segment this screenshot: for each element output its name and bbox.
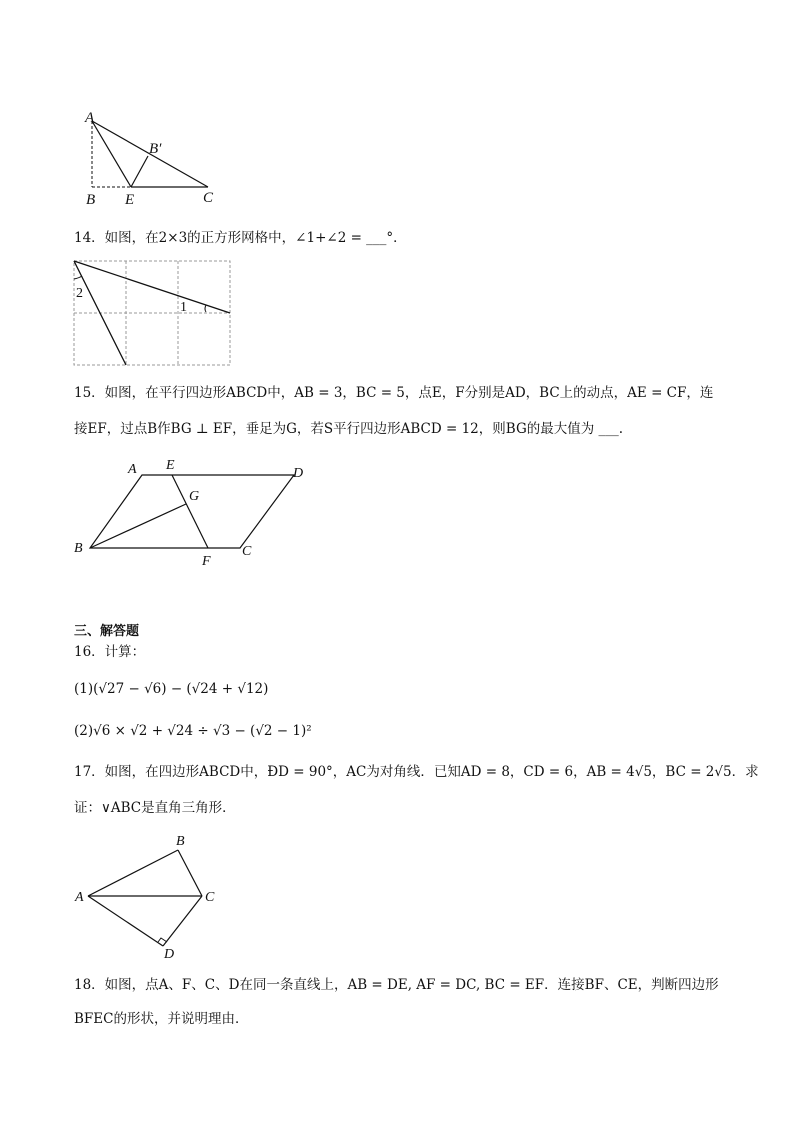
segment-AE (92, 121, 131, 187)
label-C: C (203, 190, 214, 206)
label-F: F (202, 554, 211, 569)
question-17-line-2: 证：∨ABC是直角三角形． (74, 800, 236, 816)
question-18-line-2: BFEC的形状，并说明理由． (74, 1011, 249, 1027)
question-16-part-1: (1)(√27 − √6) − (√24 + √12) (74, 681, 269, 697)
section-title: 三、解答题 (74, 624, 140, 639)
segment-CD (163, 896, 202, 946)
question-18-line-1: 18．如图，点A、F、C、D在同一条直线上，AB = DE, AF = DC, BC = EF．连接BF、CE，判断四边形 (74, 977, 719, 993)
figure-17 (72, 830, 232, 960)
figure-15 (70, 455, 315, 570)
label-E: E (166, 458, 175, 473)
segment-AD (88, 896, 163, 946)
segment-AB (88, 850, 178, 896)
line-long (74, 261, 230, 313)
segment-BG (90, 504, 186, 548)
label-B: B (86, 192, 96, 208)
figure-14-grid (72, 259, 234, 369)
label-E: E (125, 192, 135, 208)
angle-2-arc (74, 276, 82, 279)
label-C: C (205, 890, 215, 905)
label-B: B (176, 834, 185, 849)
parallelogram-ABCD (90, 475, 294, 548)
label-G: G (189, 489, 200, 504)
label-A: A (128, 462, 137, 477)
question-16-title: 16．计算： (74, 644, 146, 660)
question-15-line-2: 接EF，过点B作BG ⊥ EF，垂足为G，若S平行四边形ABCD = 12，则BG的最大值为 ___. (74, 421, 624, 437)
question-15-line-1: 15．如图，在平行四边形ABCD中，AB = 3，BC = 5，点E，F分别是AD，BC上的动点，AE = CF，连 (74, 385, 714, 401)
question-16-part-2: (2)√6 × √2 + √24 ÷ √3 − (√2 − 1)² (74, 723, 312, 739)
angle-1-arc (205, 305, 206, 312)
segment-BC (178, 850, 202, 896)
angle-label-1: 1 (180, 300, 187, 315)
right-angle-mark (158, 938, 167, 942)
segment-EBprime (131, 156, 148, 187)
label-D: D (164, 947, 175, 960)
label-A: A (85, 110, 95, 126)
question-14: 14．如图，在2×3的正方形网格中，∠1+∠2 = ___°． (74, 230, 407, 246)
label-B: B (74, 541, 83, 556)
label-C: C (242, 544, 252, 559)
angle-label-2: 2 (76, 286, 83, 301)
figure-13 (78, 108, 228, 208)
label-A: A (75, 890, 84, 905)
question-17-line-1: 17．如图，在四边形ABCD中，ÐD = 90°，AC为对角线．已知AD = 8，CD = 6，AB = 4√5，BC = 2√5．求 (74, 764, 759, 780)
label-D: D (293, 466, 304, 481)
segment-EF (172, 475, 208, 548)
label-B-prime: B′ (149, 141, 162, 157)
